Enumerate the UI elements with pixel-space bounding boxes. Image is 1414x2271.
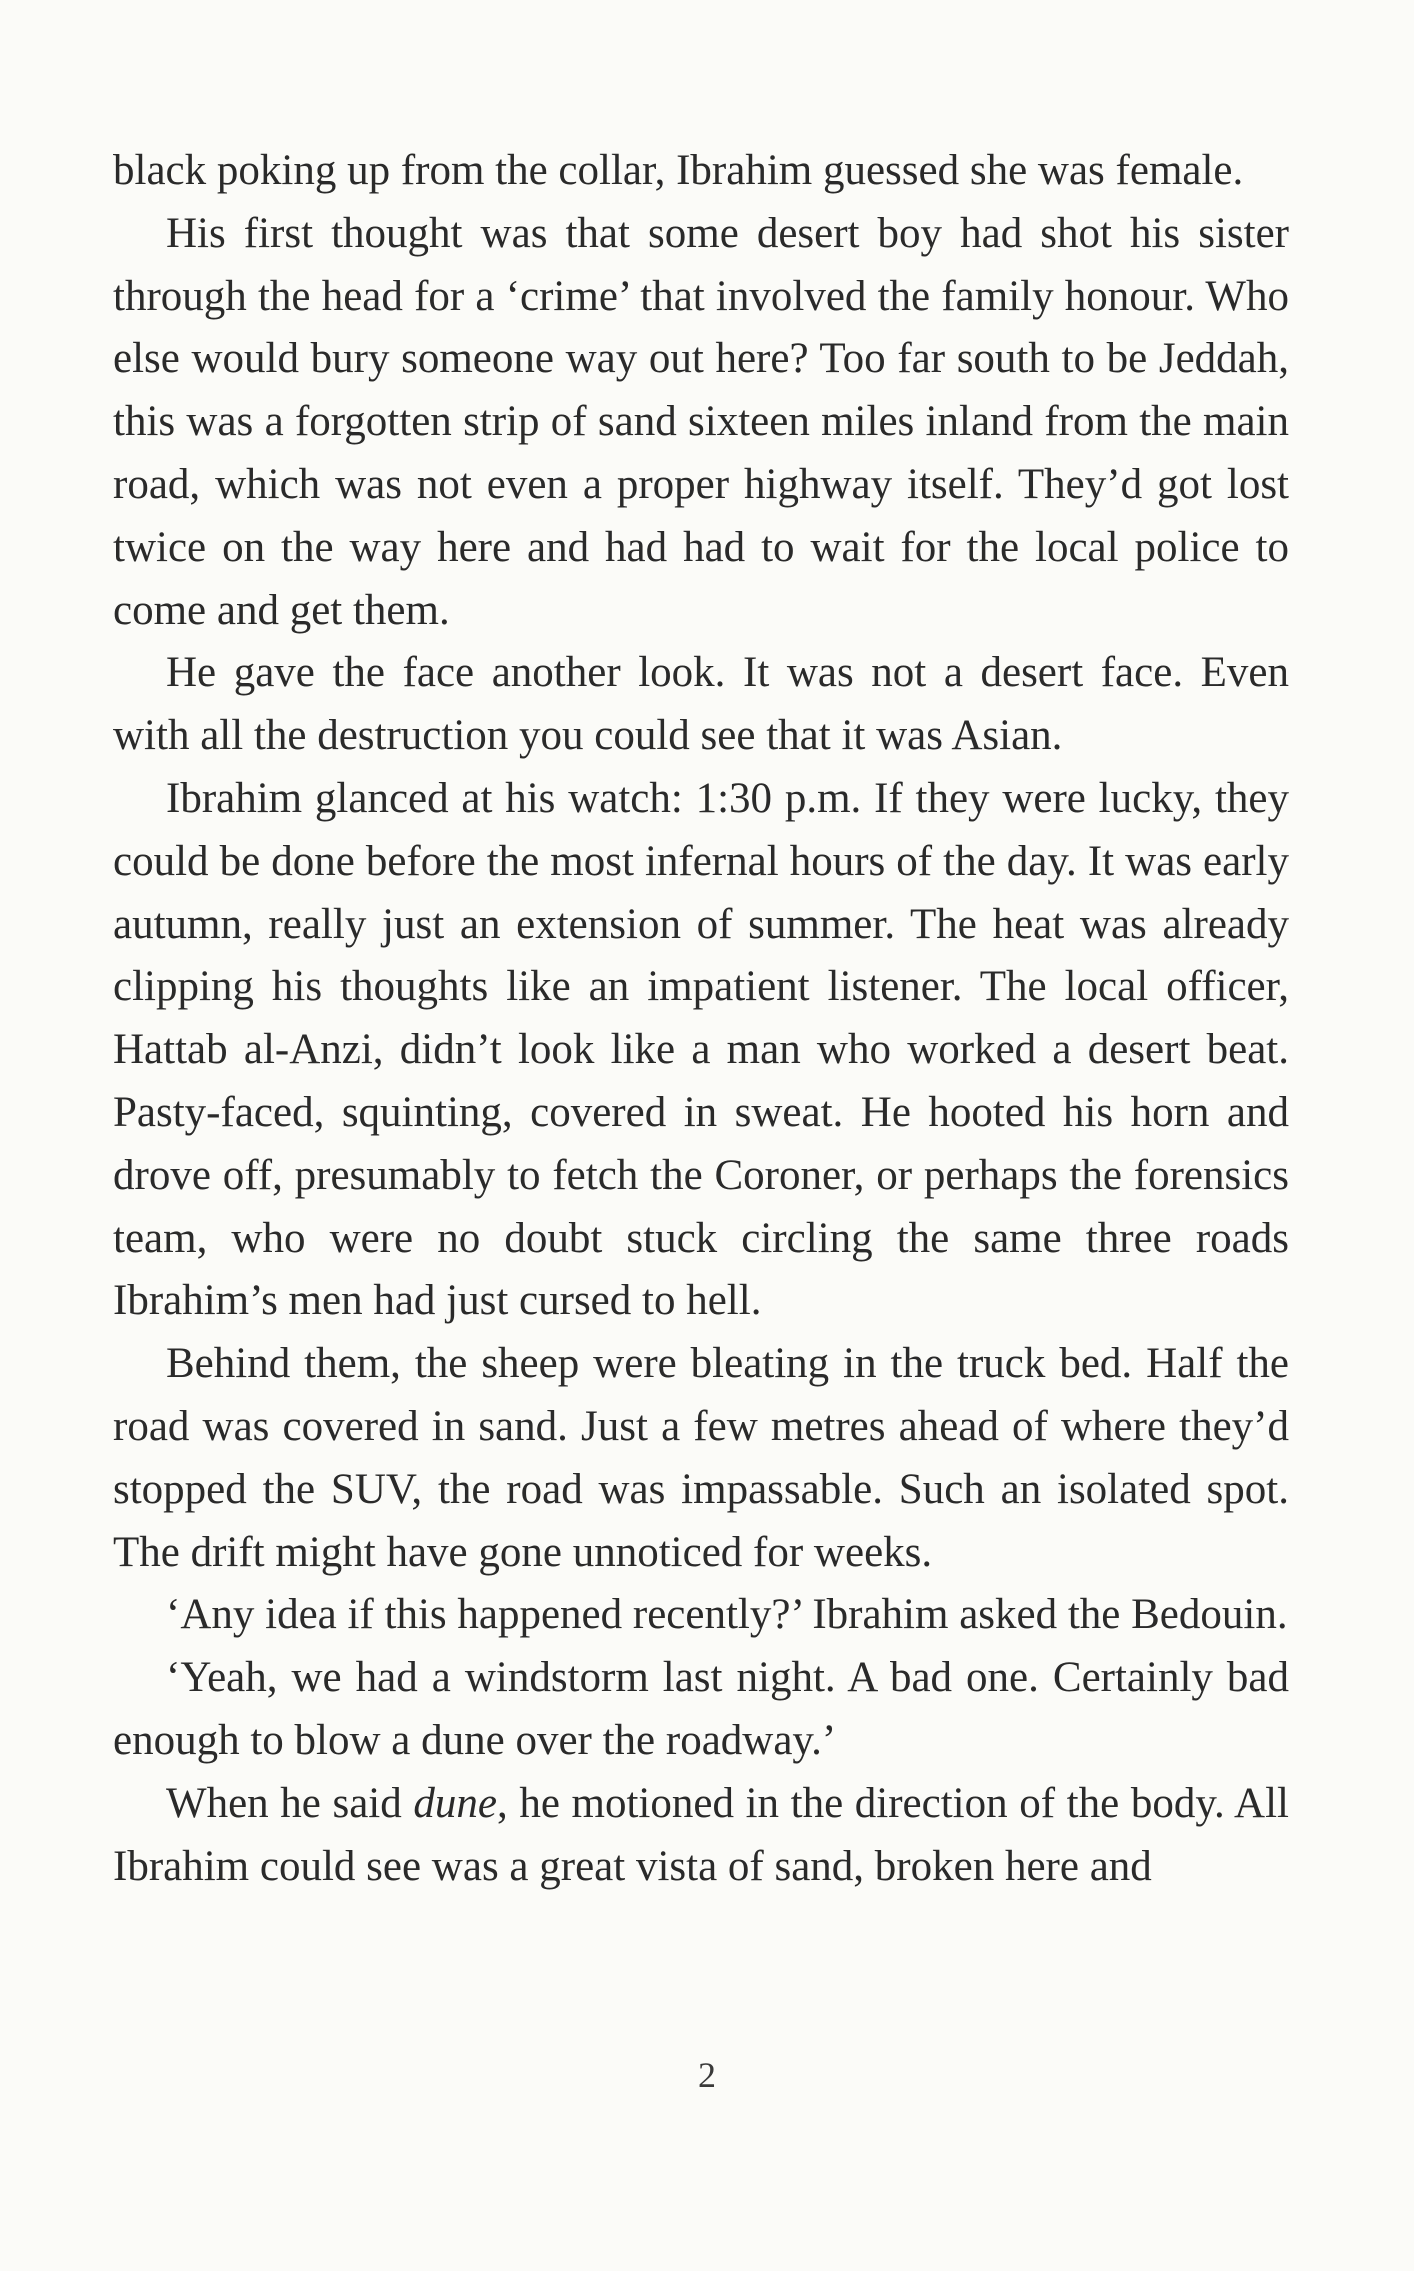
emphasis-dune: dune bbox=[413, 1779, 497, 1827]
paragraph-4: Ibrahim glanced at his watch: 1:30 p.m. If they were lucky, they could be done before the most infernal hours of the day. It was early autumn, really just an extension of summer. The heat was already clipping his thoughts like an impatient listener. The local officer, Hattab al-Anzi, didn’t look like a man who worked a desert beat. Pasty-faced, squinting, covered in sweat. He hooted his horn and drove off, presumably to fetch the Coroner, or perhaps the forensics team, who were no doubt stuck circling the same three roads Ibrahim’s men had just cursed to hell. bbox=[113, 774, 1289, 1325]
paragraph-5: Behind them, the sheep were bleating in the truck bed. Half the road was covered in sand. Just a few metres ahead of where they’d stopped the SUV, the road was impassable. Such an isolated spot. The drift might have gone unnoticed for weeks. bbox=[113, 1340, 1289, 1576]
paragraph-3: He gave the face another look. It was not a desert face. Even with all the destruction you could see that it was Asian. bbox=[113, 649, 1289, 760]
paragraph-8-end: , he motioned in the direction of the body. All Ibrahim could see was a great vista of sand, broken here and bbox=[113, 1779, 1289, 1890]
paragraph-7: ‘Yeah, we had a windstorm last night. A bad one. Certainly bad enough to blow a dune over the roadway.’ bbox=[113, 1654, 1289, 1764]
paragraph-8-start: When he said bbox=[166, 1779, 414, 1827]
paragraph-1: black poking up from the collar, Ibrahim guessed she was female. bbox=[113, 147, 1244, 194]
paragraph-2: His first thought was that some desert boy had shot his sister through the head for a ‘crime’ that involved the family honour. Who else would bury someone way out here? Too far south to be Jeddah, this was a forgotten strip of sand sixteen miles inland from the main road, which was not even a proper highway itself. They’d got lost twice on the way here and had had to wait for the local police to come and get them. bbox=[113, 209, 1289, 634]
paragraph-6: ‘Any idea if this happened recently?’ Ibrahim asked the Bedouin. bbox=[166, 1591, 1288, 1639]
body-text bbox=[113, 140, 1289, 1898]
page-number: 2 bbox=[698, 2055, 716, 2095]
paragraph-8 bbox=[113, 1773, 1289, 1899]
